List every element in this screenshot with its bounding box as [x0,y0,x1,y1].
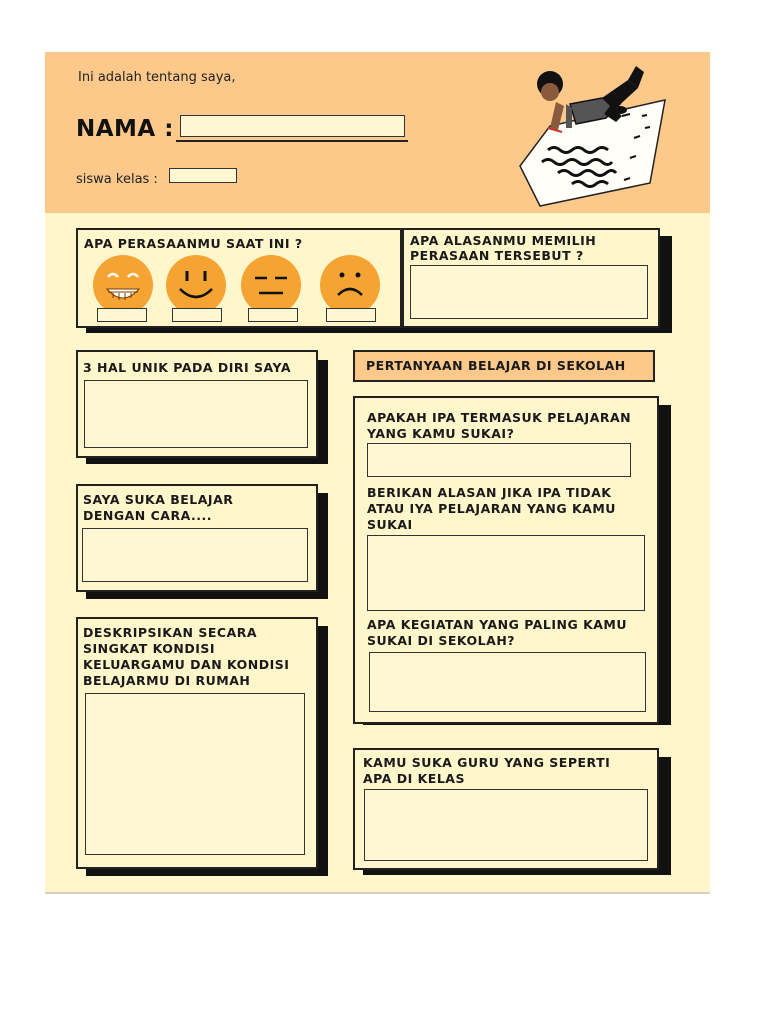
feelings-question: APA PERASAANMU SAAT INI ? [84,236,303,251]
sad-face-icon[interactable] [320,255,380,315]
school-q1-answer-field[interactable] [367,443,631,477]
teacher-answer-field[interactable] [364,789,648,861]
class-field[interactable] [169,168,237,183]
name-underline [176,140,408,142]
student-writing-illustration [510,58,675,208]
teacher-question-line2: APA DI KELAS [363,771,465,786]
smiling-face-icon[interactable] [166,255,226,315]
school-q1-line1: APAKAH IPA TERMASUK PELAJARAN [367,410,632,425]
page-divider [45,892,710,894]
school-q3-line1: APA KEGIATAN YANG PALING KAMU [367,617,628,632]
grinning-face-label[interactable] [97,308,147,322]
sad-face-label[interactable] [326,308,376,322]
smiling-face-label[interactable] [172,308,222,322]
school-q2-answer-field[interactable] [367,535,645,611]
neutral-face-icon[interactable] [241,255,301,315]
family-question-line2: SINGKAT KONDISI [83,641,216,656]
reason-question: APA ALASANMU MEMILIH PERASAAN TERSEBUT ? [410,233,597,263]
school-q2-line1: BERIKAN ALASAN JIKA IPA TIDAK [367,485,612,500]
learning-style-question-line2: DENGAN CARA.... [83,508,212,523]
school-q2-line2: ATAU IYA PELAJARAN YANG KAMU [367,501,616,516]
neutral-face-label[interactable] [248,308,298,322]
school-q2-line3: SUKAI [367,517,413,532]
reason-answer-field[interactable] [410,265,648,319]
unique-answer-field[interactable] [84,380,308,448]
intro-text: Ini adalah tentang saya, [78,70,236,85]
family-answer-field[interactable] [85,693,305,855]
school-q1-line2: YANG KAMU SUKAI? [367,426,515,441]
name-field[interactable] [180,115,405,137]
school-q3-line2: SUKAI DI SEKOLAH? [367,633,516,648]
family-question-line4: BELAJARMU DI RUMAH [83,673,251,688]
family-question-line3: KELUARGAMU DAN KONDISI [83,657,290,672]
class-label: siswa kelas : [76,172,158,187]
learning-style-question-line1: SAYA SUKA BELAJAR [83,492,234,507]
teacher-question-line1: KAMU SUKA GURU YANG SEPERTI [363,755,611,770]
learning-style-answer-field[interactable] [82,528,308,582]
family-question-line1: DESKRIPSIKAN SECARA [83,625,258,640]
school-questions-heading: PERTANYAAN BELAJAR DI SEKOLAH [366,358,626,373]
unique-question: 3 HAL UNIK PADA DIRI SAYA [83,360,292,375]
school-q3-answer-field[interactable] [369,652,646,712]
grinning-face-icon[interactable] [93,255,153,315]
name-label: NAMA : [76,116,174,142]
